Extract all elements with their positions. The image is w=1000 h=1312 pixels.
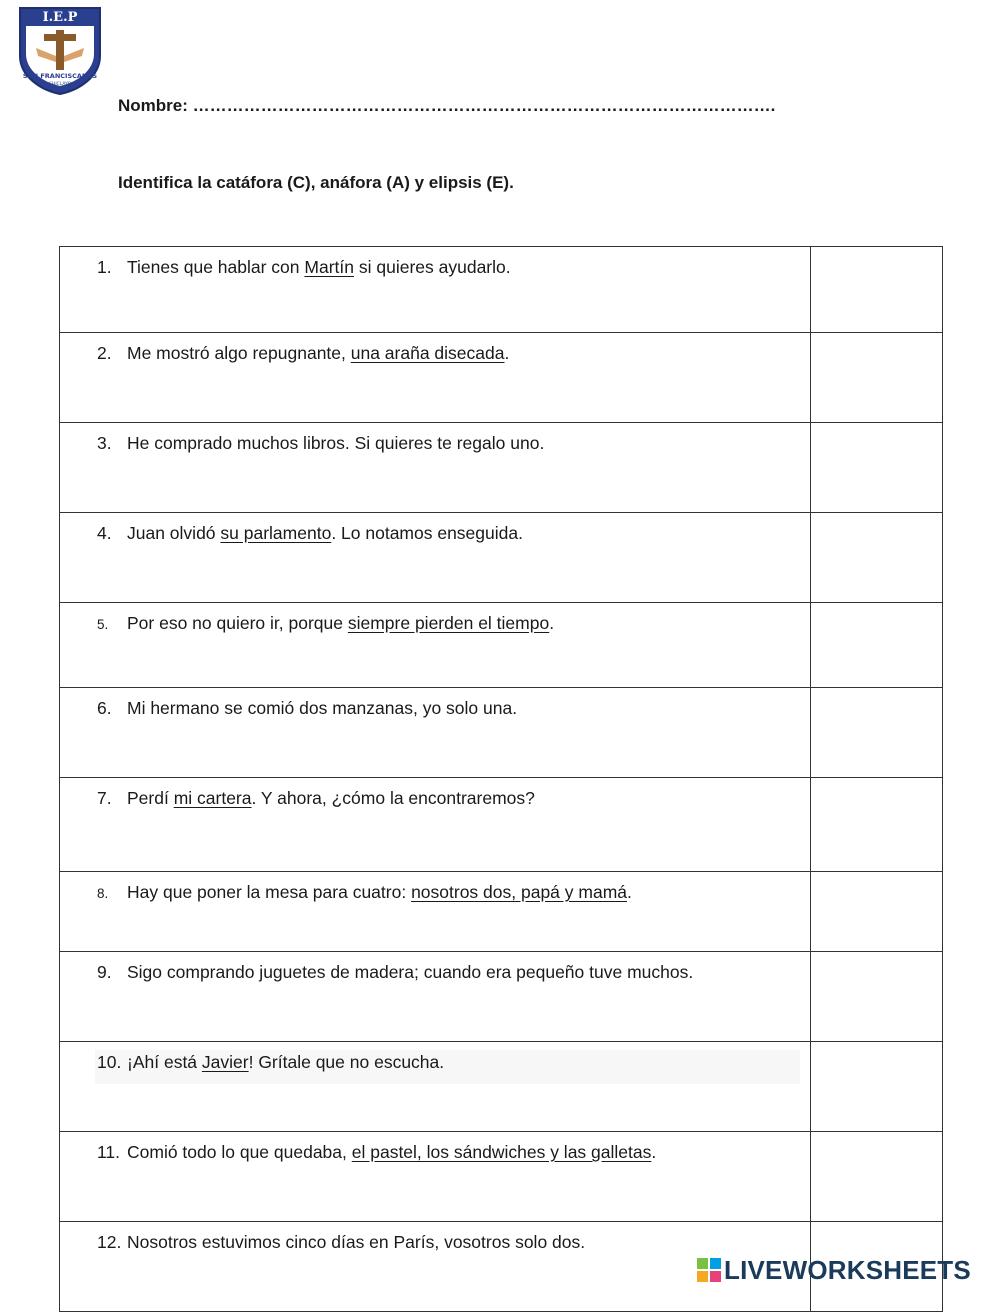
exercise-number: 11. [97, 1142, 121, 1162]
sentence-fragment: Mi hermano se comió dos manzanas, yo solo una. [127, 698, 518, 718]
exercise-sentence [127, 790, 535, 808]
exercise-sentence-cell [60, 603, 811, 688]
exercise-number: 8. [97, 886, 109, 901]
exercise-number: 6. [97, 698, 112, 718]
answer-cell[interactable] [811, 952, 943, 1042]
sentence-fragment: . [651, 1142, 657, 1162]
exercise-number: 4. [97, 523, 112, 543]
sentence-fragment: Me mostró algo repugnante, [127, 343, 351, 363]
exercise-sentence-cell [60, 513, 811, 603]
underlined-reference: Javier [201, 1052, 249, 1072]
exercise-sentence-cell [60, 1132, 811, 1222]
exercise-number: 7. [97, 788, 112, 808]
sentence-fragment: . [549, 613, 555, 633]
exercise-sentence [127, 525, 523, 543]
exercise-row [60, 247, 943, 333]
exercise-number: 10. [97, 1052, 122, 1072]
exercise-number: 12. [97, 1232, 122, 1252]
answer-cell[interactable] [811, 247, 943, 333]
exercise-row [60, 603, 943, 688]
answer-cell[interactable] [811, 423, 943, 513]
liveworksheets-logo-icon [697, 1258, 721, 1282]
exercise-row [60, 778, 943, 872]
answer-cell[interactable] [811, 872, 943, 952]
instruction-text: Identifica la catáfora (C), anáfora (A) y elipsis (E). [118, 173, 514, 192]
sentence-fragment: . [627, 882, 632, 902]
exercise-number: 1. [97, 257, 112, 277]
sentence-fragment: ! Grítale que no escucha. [248, 1052, 445, 1072]
exercise-sentence [127, 1054, 444, 1072]
exercise-number: 2. [97, 343, 112, 363]
exercise-sentence-cell [60, 423, 811, 513]
underlined-reference: nosotros dos, papá y mamá [411, 882, 628, 902]
answer-cell[interactable] [811, 778, 943, 872]
crest-arc-text: SAN FRANCISCANAS [22, 72, 98, 80]
exercise-number: 3. [97, 433, 112, 453]
liveworksheets-brand [697, 1256, 971, 1284]
sentence-fragment: si quieres ayudarlo. [354, 257, 511, 277]
sentence-fragment: Nosotros estuvimos cinco días en París, vosotros solo dos. [127, 1232, 586, 1252]
sentence-fragment: ¡Ahí está [127, 1052, 202, 1072]
underlined-reference: su parlamento [220, 523, 332, 543]
answer-cell[interactable] [811, 688, 943, 778]
crest-title: I.E.P [42, 10, 78, 25]
exercise-sentence [127, 700, 517, 718]
sentence-fragment: Hay que poner la mesa para cuatro: [127, 882, 412, 902]
exercise-row [60, 952, 943, 1042]
exercise-sentence [127, 884, 632, 902]
exercise-sentence-cell [60, 688, 811, 778]
underlined-reference: Martín [304, 257, 354, 277]
exercise-row [60, 333, 943, 423]
sentence-fragment: . [504, 343, 510, 363]
exercise-sentence-cell [60, 1042, 811, 1132]
exercise-number: 5. [97, 617, 109, 632]
exercise-sentence [127, 435, 544, 453]
underlined-reference: el pastel, los sándwiches y las galletas [351, 1142, 652, 1162]
answer-cell[interactable] [811, 513, 943, 603]
sentence-fragment: . Lo notamos enseguida. [331, 523, 523, 543]
sentence-fragment: Comió todo lo que quedaba, [127, 1142, 352, 1162]
exercise-sentence [127, 345, 509, 363]
brand-text: LIVEWORKSHEETS [724, 1254, 971, 1285]
name-fill-dots[interactable]: …………………………………………………………………………………………. [192, 96, 776, 115]
underlined-reference: siempre pierden el tiempo [347, 613, 550, 633]
answer-cell[interactable] [811, 603, 943, 688]
exercise-table [59, 246, 943, 1312]
exercise-sentence [127, 964, 693, 982]
exercise-row [60, 423, 943, 513]
exercise-sentence [127, 615, 554, 633]
exercise-sentence-cell [60, 952, 811, 1042]
exercise-number: 9. [97, 962, 112, 982]
exercise-sentence-cell [60, 247, 811, 333]
exercise-sentence [127, 1234, 585, 1252]
exercise-row [60, 1132, 943, 1222]
exercise-sentence-cell [60, 778, 811, 872]
answer-cell[interactable] [811, 1132, 943, 1222]
exercise-sentence [127, 1144, 656, 1162]
sentence-fragment: Tienes que hablar con [127, 257, 305, 277]
name-label: Nombre: [118, 96, 188, 115]
sentence-fragment: . Y ahora, ¿cómo la encontraremos? [251, 788, 535, 808]
exercise-row [60, 688, 943, 778]
sentence-fragment: Por eso no quiero ir, porque [127, 613, 348, 633]
crest-city: CHICLAYO [48, 82, 72, 87]
sentence-fragment: Perdí [127, 788, 174, 808]
underlined-reference: una araña disecada [350, 343, 505, 363]
underlined-reference: mi cartera [173, 788, 252, 808]
school-crest-logo [16, 4, 104, 96]
exercise-sentence-cell [60, 333, 811, 423]
sentence-fragment: Juan olvidó [127, 523, 221, 543]
answer-cell[interactable] [811, 1042, 943, 1132]
exercise-row [60, 513, 943, 603]
name-line [118, 96, 775, 116]
exercise-row [60, 1042, 943, 1132]
sentence-fragment: He comprado muchos libros. Si quieres te regalo uno. [127, 433, 545, 453]
sentence-fragment: Sigo comprando juguetes de madera; cuando era pequeño tuve muchos. [127, 962, 694, 982]
exercise-row [60, 872, 943, 952]
exercise-sentence-cell [60, 872, 811, 952]
exercise-sentence [127, 259, 511, 277]
answer-cell[interactable] [811, 333, 943, 423]
